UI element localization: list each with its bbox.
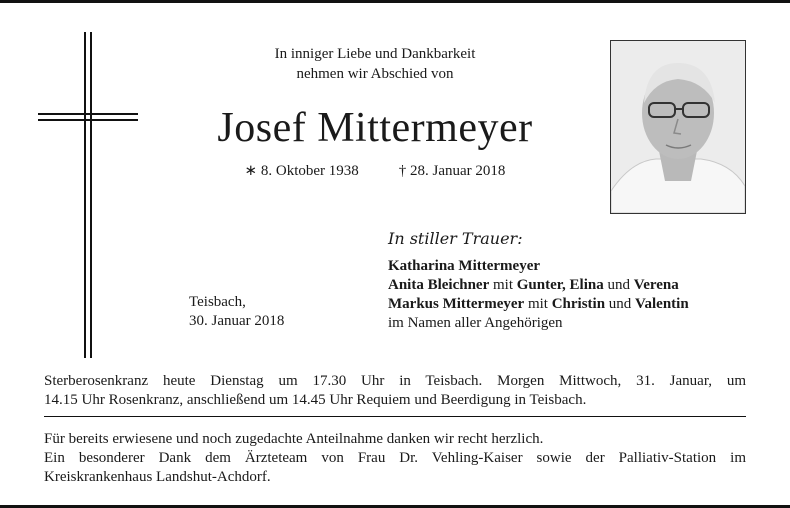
portrait-photo	[610, 40, 746, 214]
mourner-line: Markus Mittermeyer mit Christin und Valentin	[388, 296, 689, 312]
place: Teisbach,	[189, 294, 246, 310]
birth-star-icon: ∗	[244, 163, 258, 179]
place-and-date	[189, 293, 284, 331]
death-date: † 28. Januar 2018	[398, 163, 506, 179]
mourner-line: Katharina Mittermeyer	[388, 258, 541, 274]
frame-top-border	[0, 0, 790, 3]
latin-cross-icon	[38, 32, 138, 358]
thanks-line-1: Für bereits erwiesene und noch zugedachte Anteilnahme danken wir recht herzlich.	[44, 431, 544, 447]
mourner-line: im Namen aller Angehörigen	[388, 315, 563, 331]
life-dates	[200, 161, 550, 181]
thanks-text	[44, 430, 746, 487]
mourner-line: Anita Bleichner mit Gunter, Elina und Verena	[388, 277, 679, 293]
intro-line-2: nehmen wir Abschied von	[296, 66, 454, 82]
thanks-line-3: Kreiskrankenhaus Landshut-Achdorf.	[44, 469, 271, 485]
divider	[44, 416, 746, 417]
service-line-1: Sterberosenkranz heute Dienstag um 17.30 Uhr in Teisbach. Morgen Mittwoch, 31. Januar, um	[44, 373, 746, 389]
intro-line-1: In inniger Liebe und Dankbarkeit	[274, 46, 476, 62]
mourning-heading: In stiller Trauer:	[388, 229, 523, 248]
intro-text	[220, 44, 530, 84]
service-line-2: 14.15 Uhr Rosenkranz, anschließend um 14.45 Uhr Requiem und Beerdigung in Teisbach.	[44, 392, 587, 408]
mourners-list	[388, 257, 788, 333]
thanks-line-2: Ein besonderer Dank dem Ärzteteam von Frau Dr. Vehling-Kaiser sowie der Palliativ-Station im	[44, 450, 746, 466]
notice-date: 30. Januar 2018	[189, 313, 285, 329]
death-dagger-icon: †	[398, 163, 407, 179]
funeral-service-info	[44, 372, 746, 410]
deceased-name: Josef Mittermeyer	[217, 105, 533, 151]
portrait-illustration	[611, 41, 745, 213]
birth-date: ∗ 8. Oktober 1938	[244, 163, 359, 179]
